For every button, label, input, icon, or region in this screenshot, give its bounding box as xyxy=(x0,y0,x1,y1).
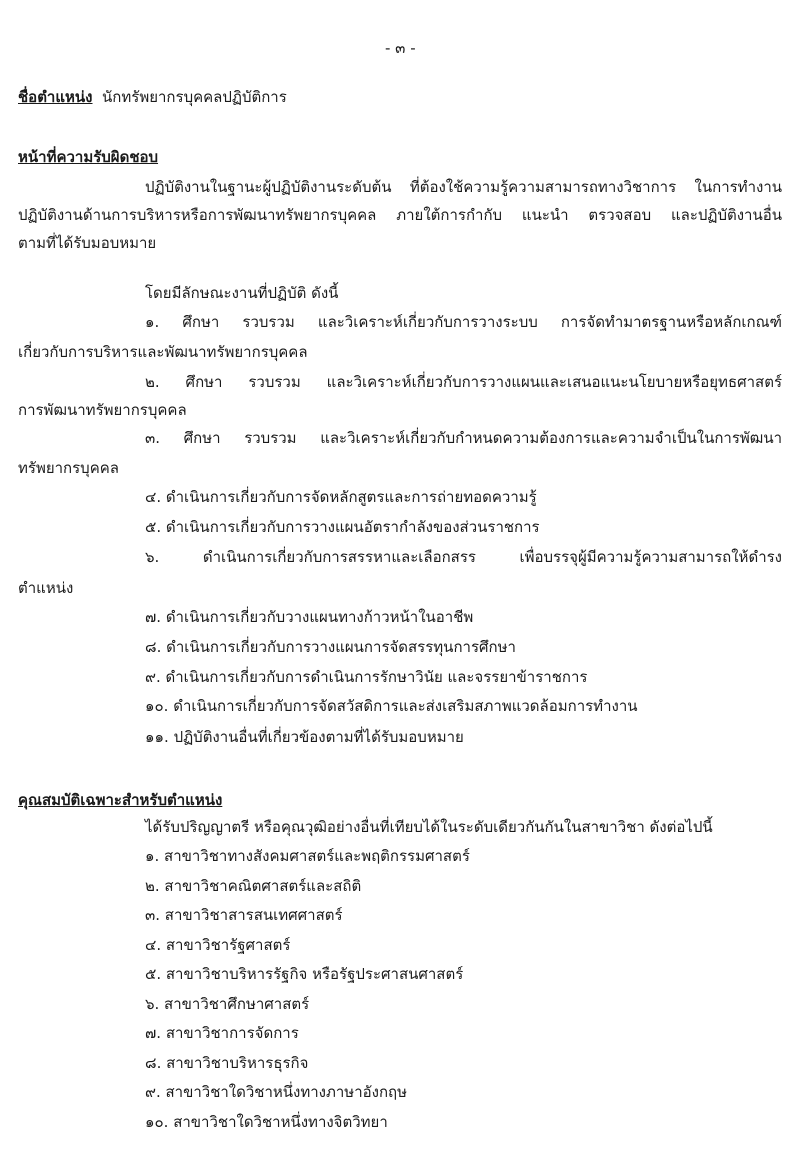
duties-heading: หน้าที่ความรับผิดชอบ xyxy=(18,148,159,166)
duty-item: ๙. ดำเนินการเกี่ยวกับการดำเนินการรักษาวินัย และจรรยาข้าราชการ xyxy=(145,668,588,686)
duty-item: ๒. ศึกษา รวบรวม และวิเคราะห์เกี่ยวกับการวางแผนและเสนอแนะนโยบายหรือยุทธศาสตร์ xyxy=(145,373,782,391)
duty-item: ๑๐. ดำเนินการเกี่ยวกับการจัดสวัสดิการและส่งเสริมสภาพแวดล้อมการทำงาน xyxy=(145,697,638,715)
position-value: นักทรัพยากรบุคคลปฏิบัติการ xyxy=(102,88,287,106)
duty-item-cont: เกี่ยวกับการบริหารและพัฒนาทรัพยากรบุคคล xyxy=(18,343,308,361)
page-number: - ๓ - xyxy=(385,39,416,57)
qualification-item: ๔. สาขาวิชารัฐศาสตร์ xyxy=(145,936,291,954)
duties-paragraph-line: ปฏิบัติงานในฐานะผู้ปฏิบัติงานระดับต้น ที่ต้องใช้ความรู้ความสามารถทางวิชาการ ในการทำงาน xyxy=(145,178,782,196)
qualification-item: ๗. สาขาวิชาการจัดการ xyxy=(145,1024,299,1042)
duty-item: ๑. ศึกษา รวบรวม และวิเคราะห์เกี่ยวกับการวางระบบ การจัดทำมาตรฐานหรือหลักเกณฑ์ xyxy=(145,313,782,331)
duty-item-cont: การพัฒนาทรัพยากรบุคคล xyxy=(18,401,187,419)
position-label: ชื่อตำแหน่ง xyxy=(18,88,93,106)
duty-item: ๘. ดำเนินการเกี่ยวกับการวางแผนการจัดสรรทุนการศึกษา xyxy=(145,638,516,656)
duty-item-cont: ทรัพยากรบุคคล xyxy=(18,459,119,477)
duty-item: ๗. ดำเนินการเกี่ยวกับวางแผนทางก้าวหน้าในอาชีพ xyxy=(145,608,474,626)
qualification-item: ๘. สาขาวิชาบริหารธุรกิจ xyxy=(145,1054,309,1072)
duty-item: ๓. ศึกษา รวบรวม และวิเคราะห์เกี่ยวกับกำหนดความต้องการและความจำเป็นในการพัฒนา xyxy=(145,429,782,447)
qualification-item: ๑. สาขาวิชาทางสังคมศาสตร์และพฤติกรรมศาสตร์ xyxy=(145,847,470,865)
duties-intro: โดยมีลักษณะงานที่ปฏิบัติ ดังนี้ xyxy=(145,284,339,302)
qualification-item: ๖. สาขาวิชาศึกษาศาสตร์ xyxy=(145,995,310,1013)
qualifications-intro: ได้รับปริญญาตรี หรือคุณวุฒิอย่างอื่นที่เทียบได้ในระดับเดียวกันกันในสาขาวิชา ดังต่อไปนี้ xyxy=(145,818,713,836)
duty-item: ๕. ดำเนินการเกี่ยวกับการวางแผนอัตรากำลังของส่วนราชการ xyxy=(145,518,540,536)
qualification-item: ๒. สาขาวิชาคณิตศาสตร์และสถิติ xyxy=(145,877,362,895)
qualification-item: ๓. สาขาวิชาสารสนเทศศาสตร์ xyxy=(145,906,343,924)
duties-paragraph-line: ปฏิบัติงานด้านการบริหารหรือการพัฒนาทรัพยากรบุคคล ภายใต้การกำกับ แนะนำ ตรวจสอบ และปฏิบัติงานอื่น xyxy=(18,206,782,224)
qualification-item: ๑๐. สาขาวิชาใดวิชาหนึ่งทางจิตวิทยา xyxy=(145,1113,388,1131)
duty-item-cont: ตำแหน่ง xyxy=(18,579,74,597)
qualifications-heading: คุณสมบัติเฉพาะสำหรับตำแหน่ง xyxy=(18,791,223,809)
qualification-item: ๕. สาขาวิชาบริหารรัฐกิจ หรือรัฐประศาสนศาสตร์ xyxy=(145,965,464,983)
duty-item: ๔. ดำเนินการเกี่ยวกับการจัดหลักสูตรและการถ่ายทอดความรู้ xyxy=(145,488,537,506)
qualification-item: ๙. สาขาวิชาใดวิชาหนึ่งทางภาษาอังกฤษ xyxy=(145,1083,408,1101)
position-line xyxy=(18,87,287,107)
duties-paragraph-line: ตามที่ได้รับมอบหมาย xyxy=(18,234,157,252)
duty-item: ๖. ดำเนินการเกี่ยวกับการสรรหาและเลือกสรร เพื่อบรรจุผู้มีความรู้ความสามารถให้ดำรง xyxy=(145,548,782,566)
duty-item: ๑๑. ปฏิบัติงานอื่นที่เกี่ยวข้องตามที่ได้รับมอบหมาย xyxy=(145,728,464,746)
